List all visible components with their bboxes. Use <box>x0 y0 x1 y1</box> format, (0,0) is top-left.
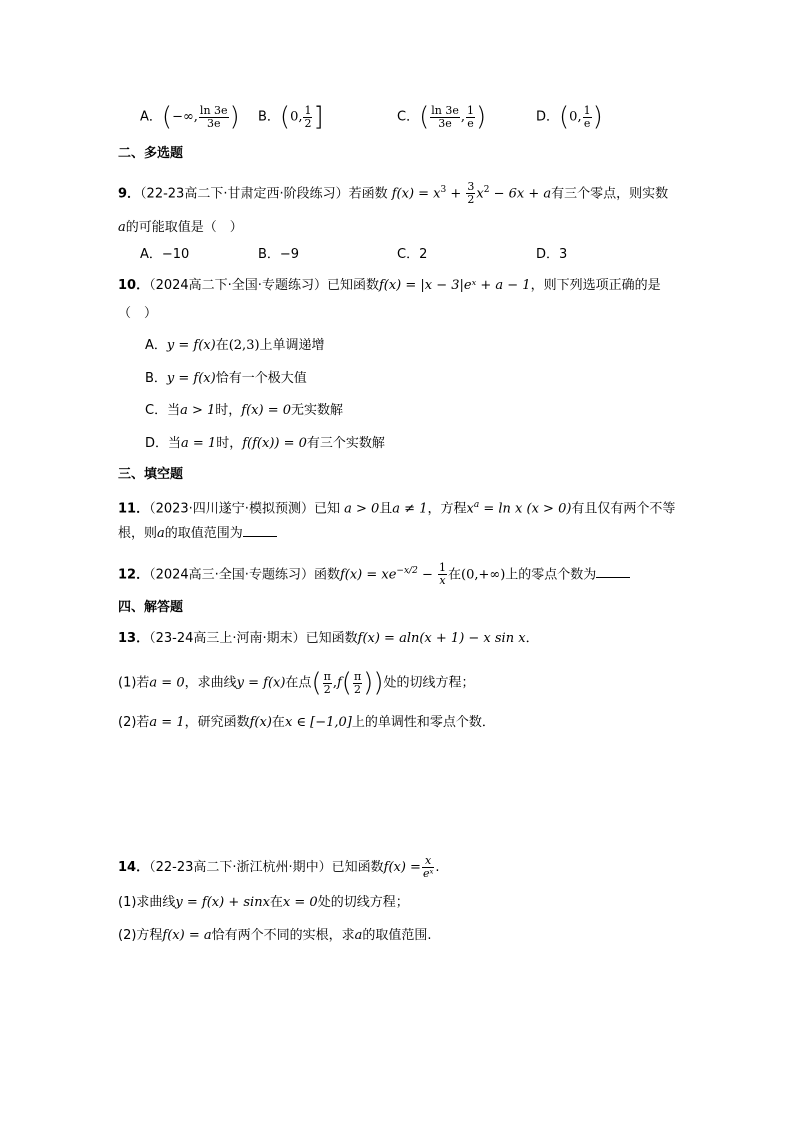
fraction <box>353 671 362 696</box>
denominator: eˣ <box>422 867 434 880</box>
denominator: 3e <box>430 117 460 130</box>
question-source: （22-23高二下·浙江杭州·期中）已知函数 <box>149 860 384 875</box>
section-heading-multiple-choice: 二、多选题 <box>118 146 184 161</box>
numerator: x <box>425 854 432 867</box>
q8-option-a: A．(−∞, $\frac{\ln 3e}{3e}$ ) <box>140 102 240 132</box>
question-14-line-1 <box>118 855 440 880</box>
denominator: 2 <box>354 682 362 696</box>
numerator: π <box>353 669 362 683</box>
numerator: 1 <box>583 103 591 117</box>
question-text: 处的切线方程； <box>317 895 409 910</box>
math-text: x ∈ [−1,0] <box>284 715 352 730</box>
question-text: ． <box>525 631 539 646</box>
math-text: f(x) = <box>383 860 421 875</box>
exponent: −x/2 <box>396 566 418 576</box>
denominator: 3e <box>199 117 229 130</box>
question-text: 在 <box>269 895 283 910</box>
math-text: x <box>466 501 474 517</box>
question-number: 10． <box>118 278 150 293</box>
question-13-part-2 <box>118 713 495 733</box>
question-number: 14． <box>118 860 150 875</box>
fraction <box>199 105 229 130</box>
question-text: 在点 <box>285 675 312 691</box>
question-text: 在 <box>271 715 285 730</box>
q9-option-a: A．−10 <box>140 247 190 262</box>
math-text: f(x) = xe <box>339 567 397 583</box>
question-number: 9． <box>118 186 141 202</box>
math-text: a = 0 <box>149 675 185 691</box>
denominator: 2 <box>304 116 312 130</box>
question-text: 有且仅有两个不等 <box>571 501 676 517</box>
math-text: f(f(x)) = 0 <box>242 436 307 451</box>
question-number: 12． <box>118 567 150 583</box>
question-9-line-1 <box>118 180 668 206</box>
question-9-line-2 <box>118 218 243 238</box>
question-text: 的取值范围为 <box>164 526 243 541</box>
option-text: 有三个实数解 <box>306 436 385 451</box>
numerator: 1 <box>304 103 312 117</box>
math-text: −∞, <box>172 109 198 125</box>
question-source: （22-23高二下·甘肃定西·阶段练习）若函数 <box>140 186 388 202</box>
math-expression: f(x) = aln(x + 1) − x sin x <box>357 631 526 646</box>
math-text: y = f(x) <box>166 371 216 386</box>
question-14-part-2 <box>118 926 432 946</box>
question-text: ，则下列选项正确的是 <box>530 278 661 293</box>
answer-blank <box>596 565 630 578</box>
exp-num: x <box>403 566 410 576</box>
question-10-paren: （ ） <box>118 306 158 321</box>
question-source: （2023·四川遂宁·模拟预测）已知 <box>149 501 340 517</box>
math-text: x = 0 <box>282 895 318 910</box>
numerator: 3 <box>467 180 475 194</box>
question-text: 有三个零点，则实数 <box>551 186 669 202</box>
denominator: 2 <box>467 193 475 207</box>
question-text: ，方程 <box>427 501 467 517</box>
question-text: 恰有两个不同的实根，求 <box>211 928 355 943</box>
q8-option-c: C．( $\frac{\ln 3e}{3e}$ , $\frac{1}{e}$ ) <box>397 102 487 132</box>
exponent: 3 <box>440 185 447 195</box>
question-10-line-1 <box>118 276 661 296</box>
fraction <box>303 105 312 130</box>
numerator: ln 3e <box>431 103 459 117</box>
math-text: a > 1 <box>180 403 216 418</box>
exponent: a <box>473 500 480 510</box>
question-text: 且 <box>379 501 393 517</box>
option-label: C．当 <box>145 403 181 418</box>
question-13-part-1: (1)若a = 0，求曲线y = f(x)在点( $\frac{\pi}{2}$ ,f( $\frac{\pi}{2}$ ))处的切线方程； <box>118 668 475 698</box>
fraction <box>466 105 475 130</box>
question-number: 13． <box>118 631 150 646</box>
fraction <box>422 855 434 880</box>
option-label: A． <box>140 109 162 125</box>
option-label: D． <box>536 109 560 125</box>
math-text: = ln x (x > 0) <box>479 501 572 517</box>
math-text: a = 1 <box>181 436 217 451</box>
q9-option-b: B．−9 <box>258 247 300 262</box>
option-text: 时， <box>215 403 242 418</box>
question-text: 上的单调性和零点个数． <box>351 715 495 730</box>
question-source: （23-24高三上·河南·期末）已知函数 <box>149 631 358 646</box>
question-11-line-2 <box>118 524 277 544</box>
q9-option-d: D．3 <box>536 247 568 262</box>
q8-option-b: B．(0, $\frac{1}{2}$ ] <box>258 102 324 132</box>
question-text: . <box>435 860 440 875</box>
q8-option-d: D．(0, $\frac{1}{e}$ ) <box>536 102 603 132</box>
option-text: 无实数解 <box>291 403 344 418</box>
fraction <box>430 105 460 130</box>
question-text: ，求曲线 <box>184 675 237 691</box>
denominator: e <box>467 116 474 130</box>
math-text: − 6x + a <box>489 186 552 202</box>
numerator: 1 <box>439 561 446 575</box>
question-12-line <box>118 561 630 587</box>
q10-option-c <box>145 401 343 421</box>
math-text: x <box>476 186 484 202</box>
math-text: y = f(x) <box>236 675 286 691</box>
fraction <box>466 181 475 206</box>
option-label: A． <box>145 338 167 353</box>
math-var: a <box>118 220 126 235</box>
numerator: ln 3e <box>199 103 228 117</box>
question-text: 根，则 <box>118 526 158 541</box>
math-text: f(x) = 0 <box>241 403 291 418</box>
question-text: 在 <box>448 567 462 583</box>
q9-option-c: C．2 <box>397 247 428 262</box>
question-text: 处的切线方程； <box>383 675 475 691</box>
part-label: (2)若 <box>118 715 150 730</box>
section-heading-solutions: 四、解答题 <box>118 600 184 615</box>
math-text: f <box>336 675 342 691</box>
question-13-line-1 <box>118 629 539 649</box>
math-var: a <box>354 928 363 943</box>
option-text: 时， <box>216 436 243 451</box>
question-source: （2024高三·全国·专题练习）函数 <box>149 567 340 583</box>
math-expression: f(x) = |x − 3|eˣ + a − 1 <box>378 278 531 293</box>
math-text: 0, <box>290 109 303 125</box>
numerator: π <box>323 669 331 683</box>
question-text: 的取值范围. <box>362 928 432 943</box>
fraction <box>583 105 592 130</box>
denominator: x <box>439 574 446 588</box>
section-heading-fill-in: 三、填空题 <box>118 467 184 482</box>
math-text: − <box>417 567 437 583</box>
question-14-part-1 <box>118 893 409 913</box>
question-source: （2024高二下·全国·专题练习）已知函数 <box>149 278 379 293</box>
q10-option-d <box>145 434 385 454</box>
question-text: 的可能取值是（ ） <box>125 220 243 235</box>
question-text: 上的零点个数为 <box>505 567 597 583</box>
option-label: D．当 <box>145 436 182 451</box>
part-label: (2)方程 <box>118 928 163 943</box>
part-label: (1)求曲线 <box>118 895 176 910</box>
q10-option-b <box>145 369 307 389</box>
denominator: 2 <box>323 682 331 696</box>
question-text: ，研究函数 <box>184 715 250 730</box>
math-text: f(x) <box>249 715 272 730</box>
option-text: 恰有一个极大值 <box>215 371 307 386</box>
option-label: B． <box>145 371 167 386</box>
denominator: e <box>583 116 591 130</box>
math-text: a = 1 <box>149 715 185 730</box>
math-text: (2,3) <box>228 338 260 353</box>
math-text: a > 0 <box>344 501 380 517</box>
math-text: (0,+∞) <box>461 567 506 583</box>
part-label: (1)若 <box>118 675 150 691</box>
math-text: a ≠ 1 <box>392 501 428 517</box>
fraction <box>438 562 447 587</box>
numerator: 1 <box>466 103 474 117</box>
option-text: 在 <box>215 338 229 353</box>
question-11-line-1 <box>118 495 675 519</box>
math-text: y = f(x) + sinx <box>175 895 270 910</box>
question-number: 11． <box>118 501 150 517</box>
fraction <box>323 671 332 696</box>
exp-den: 2 <box>412 566 418 576</box>
math-text: y = f(x) <box>166 338 216 353</box>
option-label: C． <box>397 109 420 125</box>
math-text: f(x) = a <box>162 928 212 943</box>
math-var: a <box>157 526 165 541</box>
math-text: f(x) = x <box>391 186 441 202</box>
option-label: B． <box>258 109 280 125</box>
exponent: 2 <box>483 185 490 195</box>
answer-blank <box>243 524 277 537</box>
math-text: + <box>446 186 466 202</box>
math-text: 0, <box>569 109 582 125</box>
q10-option-a <box>145 336 325 356</box>
option-text: 上单调递增 <box>259 338 325 353</box>
